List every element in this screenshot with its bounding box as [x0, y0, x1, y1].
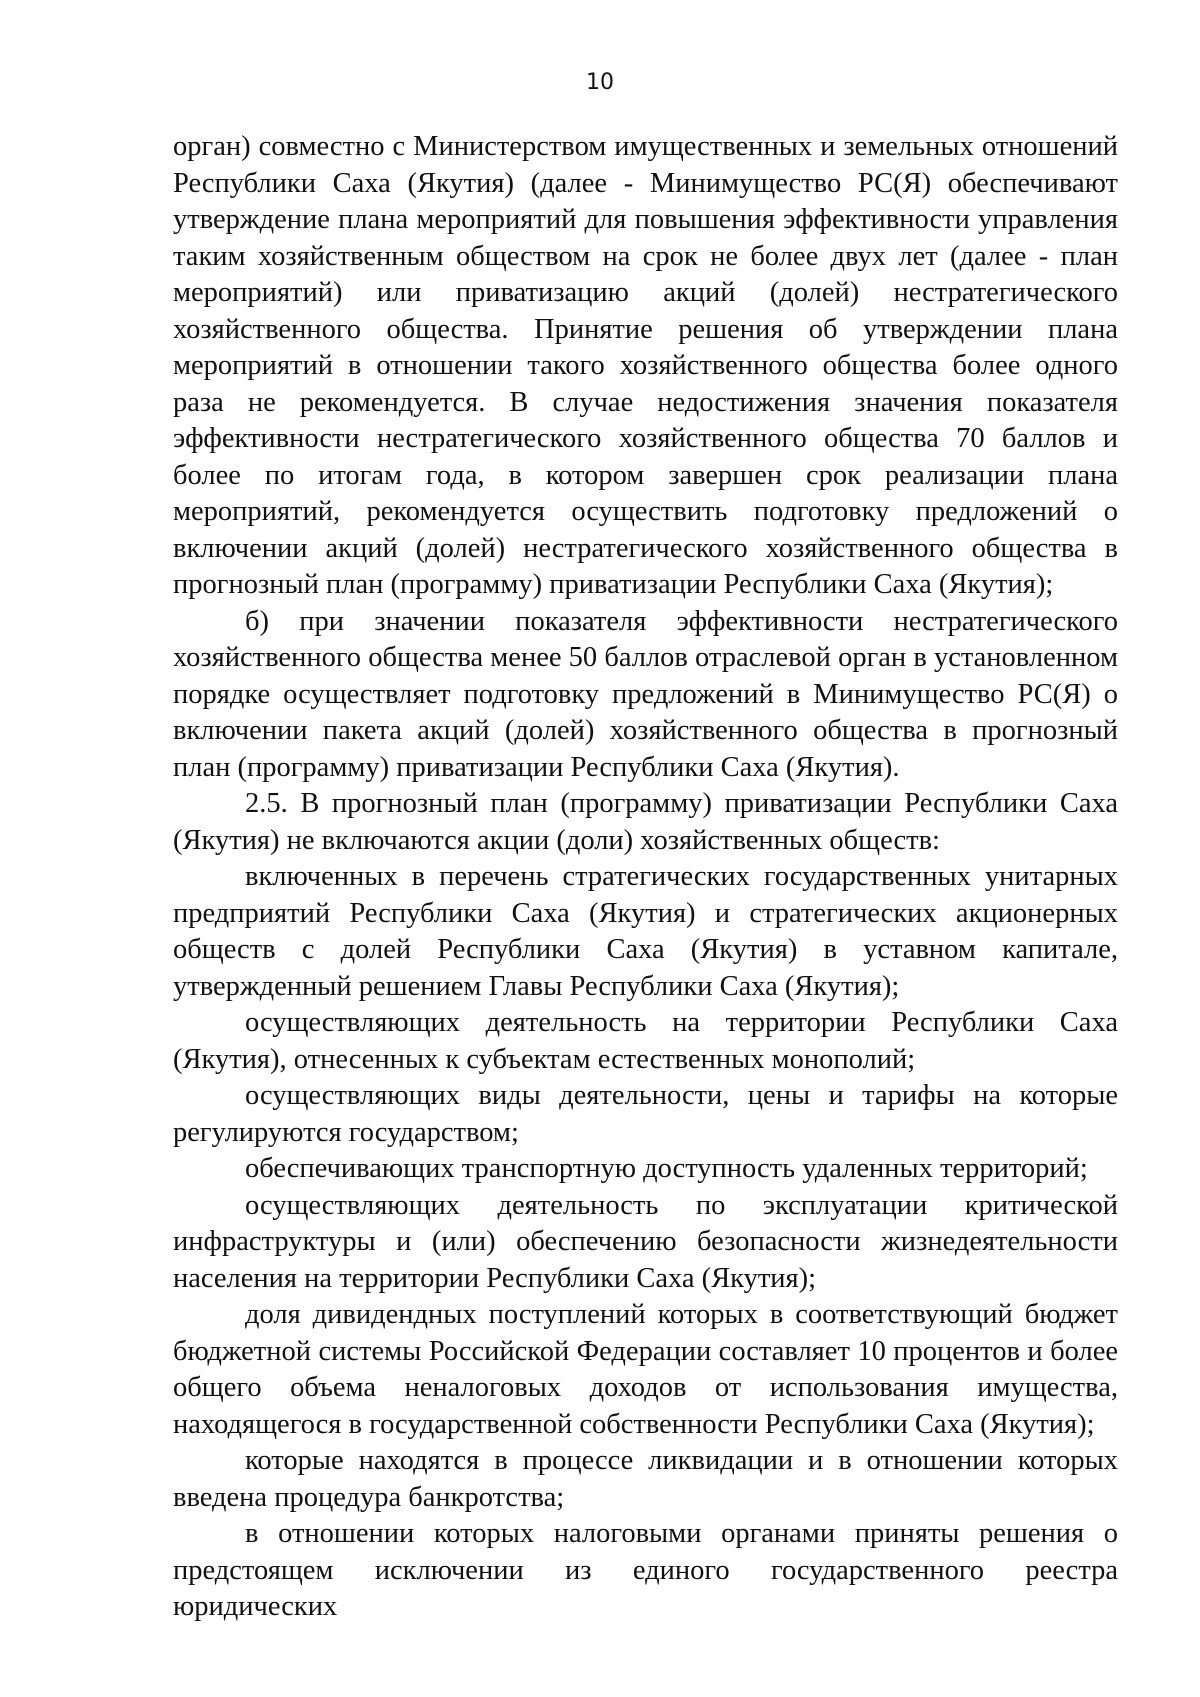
paragraph-item-b: б) при значении показателя эффективности нестратегического хозяйственного общества менее 50 баллов отраслевой орган в установленном порядке осуществляет подготовку предложений в Минимущество РС(Я) о включении пакета акций (долей) хозяйственного общества в прогнозный план (программу) приватизации Республики Саха (Якутия).: [173, 605, 1118, 783]
paragraph-section-2-5: 2.5. В прогнозный план (программу) приватизации Республики Саха (Якутия) не включаются акции (доли) хозяйственных обществ:: [173, 788, 1118, 856]
document-body: [173, 129, 1118, 1626]
paragraph-list-item: осуществляющих деятельность на территории Республики Саха (Якутия), отнесенных к субъектам естественных монополий;: [173, 1007, 1118, 1075]
paragraph-list-item: в отношении которых налоговыми органами приняты решения о предстоящем исключении из единого государственного реестра юридических: [173, 1518, 1118, 1622]
paragraph-list-item: доля дивидендных поступлений которых в соответствующий бюджет бюджетной системы Российской Федерации составляет 10 процентов и более общего объема неналоговых доходов от использования имущества, находящегося в государственной собственности Республики Саха (Якутия);: [173, 1299, 1118, 1440]
page-number: 10: [586, 70, 614, 95]
paragraph-list-item: которые находятся в процессе ликвидации и в отношении которых введена процедура банкротства;: [173, 1445, 1118, 1513]
paragraph-continuation: орган) совместно с Министерством имущественных и земельных отношений Республики Саха (Якутия) (далее - Минимущество РС(Я) обеспечивают утверждение плана мероприятий для повышения эффективности управления таким хозяйственным обществом на срок не более двух лет (далее - план мероприятий) или приватизацию акций (долей) нестратегического хозяйственного общества. Принятие решения об утверждении плана мероприятий в отношении такого хозяйственного общества более одного раза не рекомендуется. В случае недостижения значения показателя эффективности нестратегического хозяйственного общества 70 баллов и более по итогам года, в котором завершен срок реализации плана мероприятий, рекомендуется осуществить подготовку предложений о включении акций (долей) нестратегического хозяйственного общества в прогнозный план (программу) приватизации Республики Саха (Якутия);: [173, 131, 1118, 600]
paragraph-list-item: осуществляющих деятельность по эксплуатации критической инфраструктуры и (или) обеспечению безопасности жизнедеятельности населения на территории Республики Саха (Якутия);: [173, 1189, 1118, 1294]
paragraph-list-item: осуществляющих виды деятельности, цены и тарифы на которые регулируются государством;: [173, 1080, 1118, 1148]
paragraph-list-item: обеспечивающих транспортную доступность удаленных территорий;: [245, 1153, 1088, 1184]
paragraph-list-item: включенных в перечень стратегических государственных унитарных предприятий Республики Саха (Якутия) и стратегических акционерных обществ с долей Республики Саха (Якутия) в уставном капитале, утвержденный решением Главы Республики Саха (Якутия);: [173, 861, 1118, 1002]
